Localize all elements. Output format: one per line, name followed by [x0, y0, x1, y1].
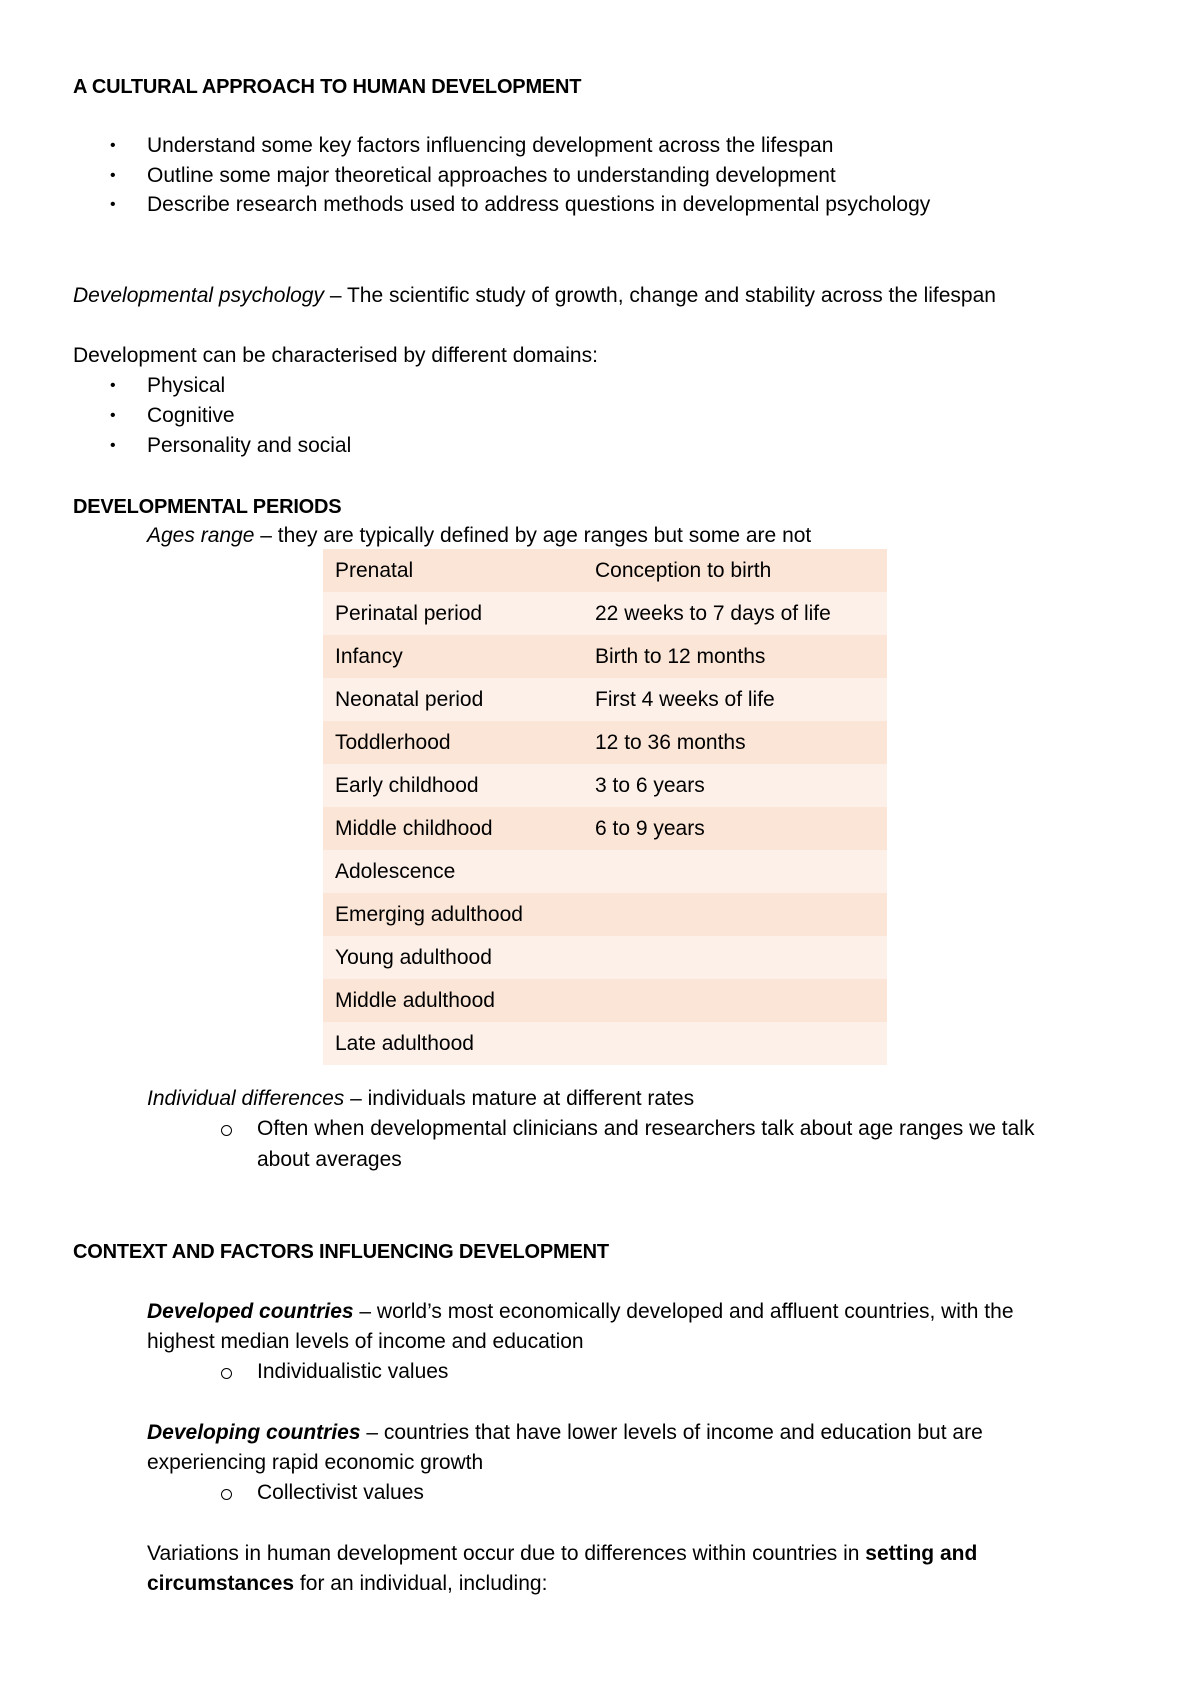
bullet-icon: •: [110, 137, 116, 154]
variations-text-d: for an individual, including:: [294, 1572, 548, 1595]
table-row: [323, 979, 887, 1022]
objective-item: Understand some key factors influencing development across the lifespan: [147, 134, 834, 157]
individual-sub-item-line1: Often when developmental clinicians and researchers talk about age ranges we talk: [257, 1117, 1035, 1140]
developed-line1: [147, 1300, 1014, 1324]
hollow-bullet-icon: [221, 1368, 232, 1379]
developing-text: – countries that have lower levels of income and education but are: [360, 1421, 983, 1444]
developed-line2: highest median levels of income and education: [147, 1330, 584, 1353]
objective-item: Describe research methods used to address questions in developmental psychology: [147, 193, 931, 216]
variations-line2: [147, 1572, 547, 1596]
period-name-cell: Middle adulthood: [323, 979, 583, 1022]
variations-line1: [147, 1542, 977, 1566]
period-age-cell: First 4 weeks of life: [583, 678, 887, 721]
individual-sub-item-line2: about averages: [257, 1148, 402, 1171]
bullet-icon: •: [110, 167, 116, 184]
period-name-cell: Adolescence: [323, 850, 583, 893]
developing-line2: experiencing rapid economic growth: [147, 1451, 484, 1474]
period-age-cell: [583, 979, 887, 1022]
hollow-bullet-icon: [221, 1489, 232, 1500]
developing-line1: [147, 1421, 983, 1445]
period-name-cell: Emerging adulthood: [323, 893, 583, 936]
period-age-cell: 3 to 6 years: [583, 764, 887, 807]
period-name-cell: Perinatal period: [323, 592, 583, 635]
period-name-cell: Neonatal period: [323, 678, 583, 721]
table-row: [323, 592, 887, 635]
period-name-cell: Early childhood: [323, 764, 583, 807]
bullet-icon: •: [110, 377, 116, 394]
individual-differences-term: Individual differences: [147, 1087, 345, 1110]
period-name-cell: Infancy: [323, 635, 583, 678]
table-row: [323, 893, 887, 936]
context-heading: CONTEXT AND FACTORS INFLUENCING DEVELOPMENT: [73, 1241, 609, 1263]
table-row: [323, 678, 887, 721]
period-name-cell: Toddlerhood: [323, 721, 583, 764]
period-age-cell: [583, 850, 887, 893]
objective-item: Outline some major theoretical approaches to understanding development: [147, 164, 836, 187]
variations-text-a: Variations in human development occur due to differences within countries in: [147, 1542, 866, 1565]
period-age-cell: [583, 893, 887, 936]
bullet-icon: •: [110, 437, 116, 454]
domain-item: Personality and social: [147, 434, 352, 457]
period-age-cell: 6 to 9 years: [583, 807, 887, 850]
developed-sub-item: Individualistic values: [257, 1360, 449, 1383]
developing-term: Developing countries: [147, 1421, 361, 1444]
variations-text-c: circumstances: [147, 1572, 295, 1595]
definition-term: Developmental psychology: [73, 284, 324, 307]
table-row: [323, 549, 887, 592]
developed-text: – world’s most economically developed and affluent countries, with the: [353, 1300, 1014, 1323]
table-row: [323, 764, 887, 807]
ages-range-text: – they are typically defined by age ranges but some are not: [254, 524, 812, 547]
table-row: [323, 635, 887, 678]
table-row: [323, 721, 887, 764]
period-name-cell: Late adulthood: [323, 1022, 583, 1065]
period-name-cell: Prenatal: [323, 549, 583, 592]
ages-range-line: [147, 524, 811, 548]
variations-text-b: setting and: [865, 1542, 978, 1565]
period-name-cell: Middle childhood: [323, 807, 583, 850]
page-title: A CULTURAL APPROACH TO HUMAN DEVELOPMENT: [73, 76, 582, 98]
table-row: [323, 850, 887, 893]
table-row: [323, 1022, 887, 1065]
period-age-cell: [583, 936, 887, 979]
bullet-icon: •: [110, 407, 116, 424]
periods-table: [323, 549, 887, 1065]
individual-differences-text: – individuals mature at different rates: [344, 1087, 695, 1110]
hollow-bullet-icon: [221, 1125, 232, 1136]
period-name-cell: Young adulthood: [323, 936, 583, 979]
domain-item: Physical: [147, 374, 226, 397]
table-row: [323, 807, 887, 850]
domains-intro: Development can be characterised by different domains:: [73, 344, 598, 367]
ages-range-term: Ages range: [147, 524, 255, 547]
periods-heading: DEVELOPMENTAL PERIODS: [73, 496, 342, 518]
period-age-cell: 12 to 36 months: [583, 721, 887, 764]
period-age-cell: [583, 1022, 887, 1065]
period-age-cell: Conception to birth: [583, 549, 887, 592]
individual-differences-line: [147, 1087, 694, 1111]
table-row: [323, 936, 887, 979]
developed-term: Developed countries: [147, 1300, 354, 1323]
domain-item: Cognitive: [147, 404, 235, 427]
bullet-icon: •: [110, 196, 116, 213]
period-age-cell: 22 weeks to 7 days of life: [583, 592, 887, 635]
definition-text: – The scientific study of growth, change and stability across the lifespan: [323, 284, 996, 307]
definition-line: [73, 284, 996, 308]
developing-sub-item: Collectivist values: [257, 1481, 424, 1504]
period-age-cell: Birth to 12 months: [583, 635, 887, 678]
